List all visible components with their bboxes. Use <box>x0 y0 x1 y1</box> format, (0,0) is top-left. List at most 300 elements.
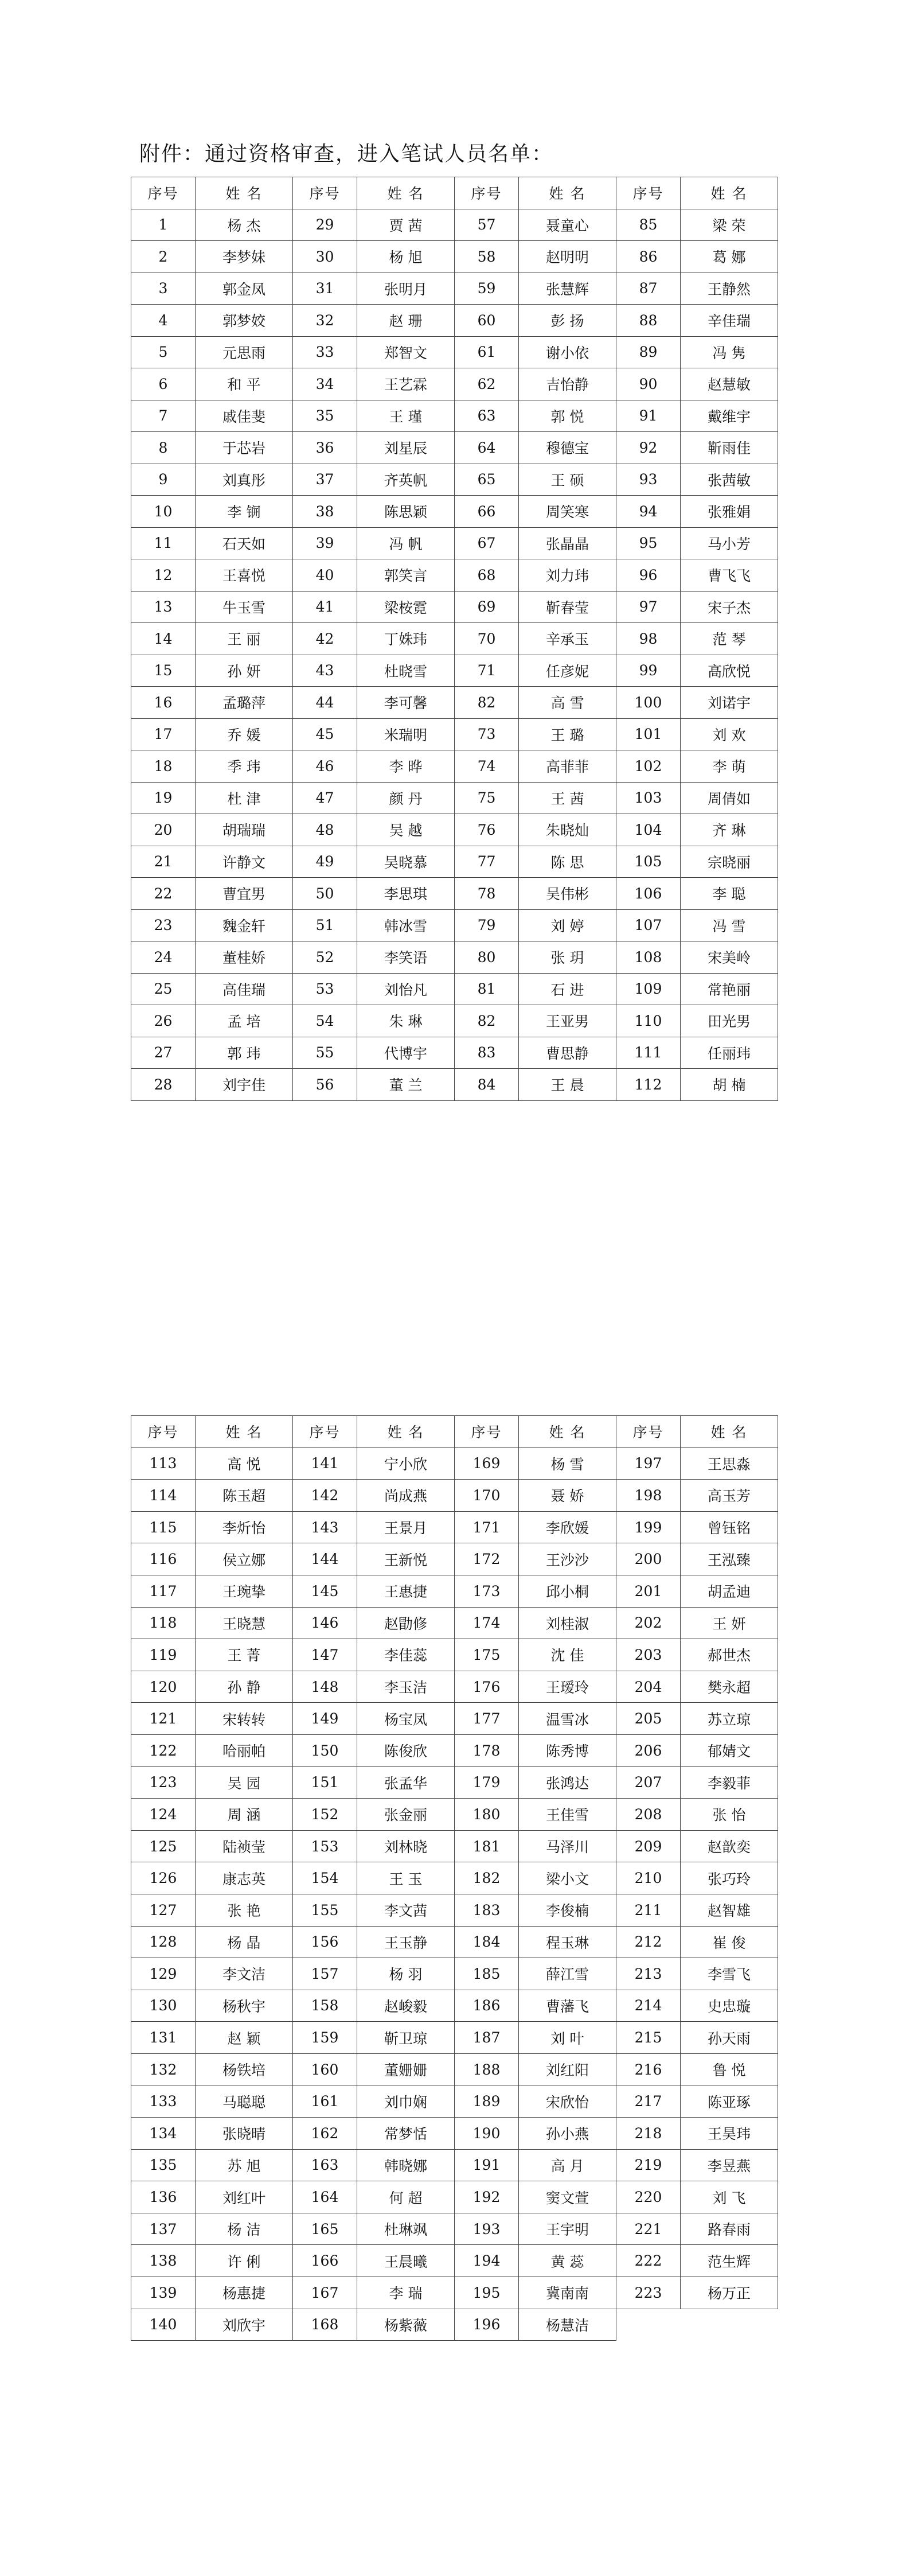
candidate-name: 王沙沙 <box>519 1543 616 1575</box>
candidate-number: 151 <box>293 1766 357 1799</box>
table-row <box>131 305 778 337</box>
candidate-number: 86 <box>616 241 681 273</box>
header-name: 姓 名 <box>357 1416 455 1448</box>
candidate-name: 宋美岭 <box>681 941 778 974</box>
candidate-number: 137 <box>131 2213 196 2245</box>
candidate-number: 66 <box>455 496 519 528</box>
table-row <box>131 2053 778 2085</box>
candidate-number: 17 <box>131 718 196 750</box>
candidate-name: 冯 隽 <box>681 336 778 368</box>
empty-cell <box>681 2309 778 2341</box>
candidate-name: 宗晓丽 <box>681 846 778 878</box>
candidate-number: 69 <box>455 591 519 623</box>
candidate-number: 67 <box>455 527 519 559</box>
candidate-number: 26 <box>131 1005 196 1037</box>
candidate-name: 郭 悦 <box>519 400 616 432</box>
candidate-number: 195 <box>455 2277 519 2309</box>
candidate-number: 37 <box>293 464 357 496</box>
candidate-number: 202 <box>616 1607 681 1639</box>
candidate-number: 219 <box>616 2149 681 2181</box>
candidate-number: 124 <box>131 1799 196 1831</box>
candidate-name: 杜琳飒 <box>357 2213 455 2245</box>
candidate-number: 91 <box>616 400 681 432</box>
table-row <box>131 814 778 846</box>
candidate-name: 戚佳斐 <box>196 400 293 432</box>
candidate-name: 刘力玮 <box>519 559 616 592</box>
header-no: 序号 <box>293 177 357 209</box>
candidate-number: 39 <box>293 527 357 559</box>
table-row <box>131 1766 778 1799</box>
candidate-name: 史忠璇 <box>681 1990 778 2022</box>
candidate-number: 3 <box>131 273 196 305</box>
candidate-number: 103 <box>616 782 681 814</box>
table-row <box>131 400 778 432</box>
candidate-name: 王静然 <box>681 273 778 305</box>
candidate-number: 179 <box>455 1766 519 1799</box>
candidate-number: 181 <box>455 1830 519 1862</box>
candidate-number: 1 <box>131 209 196 241</box>
candidate-name: 石 进 <box>519 973 616 1005</box>
table-row <box>131 1862 778 1894</box>
candidate-number: 85 <box>616 209 681 241</box>
candidate-name: 杨宝凤 <box>357 1703 455 1735</box>
candidate-number: 109 <box>616 973 681 1005</box>
table-row <box>131 591 778 623</box>
candidate-number: 148 <box>293 1671 357 1703</box>
candidate-name: 辛承玉 <box>519 623 616 655</box>
candidate-name: 李笑语 <box>357 941 455 974</box>
candidate-name: 刘真彤 <box>196 464 293 496</box>
header-no: 序号 <box>616 1416 681 1448</box>
table-row <box>131 1703 778 1735</box>
table-row <box>131 1447 778 1480</box>
candidate-name: 孙天雨 <box>681 2022 778 2054</box>
candidate-name: 刘红叶 <box>196 2181 293 2213</box>
candidate-number: 156 <box>293 1926 357 1958</box>
candidate-number: 87 <box>616 273 681 305</box>
candidate-name: 王艺霖 <box>357 368 455 400</box>
candidate-name: 张鸿达 <box>519 1766 616 1799</box>
candidate-name: 孙 静 <box>196 1671 293 1703</box>
candidate-number: 11 <box>131 527 196 559</box>
header-name: 姓 名 <box>357 177 455 209</box>
candidate-number: 189 <box>455 2085 519 2118</box>
candidate-number: 157 <box>293 1958 357 1990</box>
candidate-name: 李昱燕 <box>681 2149 778 2181</box>
candidate-number: 116 <box>131 1543 196 1575</box>
candidate-number: 175 <box>455 1639 519 1671</box>
candidate-name: 张晶晶 <box>519 527 616 559</box>
candidate-number: 60 <box>455 305 519 337</box>
candidate-name: 康志英 <box>196 1862 293 1894</box>
candidate-number: 177 <box>455 1703 519 1735</box>
candidate-number: 104 <box>616 814 681 846</box>
candidate-name: 宋转转 <box>196 1703 293 1735</box>
candidate-number: 178 <box>455 1734 519 1766</box>
candidate-name: 陈思颖 <box>357 496 455 528</box>
candidate-number: 154 <box>293 1862 357 1894</box>
candidate-number: 118 <box>131 1607 196 1639</box>
table-row <box>131 2213 778 2245</box>
candidate-name: 刘 叶 <box>519 2022 616 2054</box>
candidate-name: 齐英帆 <box>357 464 455 496</box>
candidate-name: 王 菁 <box>196 1639 293 1671</box>
candidate-number: 5 <box>131 336 196 368</box>
table-row <box>131 1639 778 1671</box>
candidate-name: 刘诺宇 <box>681 687 778 719</box>
candidate-name: 王 茜 <box>519 782 616 814</box>
table-row <box>131 2309 778 2341</box>
candidate-name: 张金丽 <box>357 1799 455 1831</box>
candidate-number: 7 <box>131 400 196 432</box>
table-row <box>131 1607 778 1639</box>
candidate-name: 任彦妮 <box>519 655 616 687</box>
candidate-name: 张 艳 <box>196 1894 293 1926</box>
candidate-name: 吴 越 <box>357 814 455 846</box>
table-row <box>131 1069 778 1101</box>
candidate-name: 高玉芳 <box>681 1480 778 1512</box>
candidate-number: 64 <box>455 432 519 464</box>
table-row <box>131 1575 778 1607</box>
candidate-name: 曹飞飞 <box>681 559 778 592</box>
candidate-number: 84 <box>455 1069 519 1101</box>
candidate-number: 141 <box>293 1447 357 1480</box>
table-row <box>131 2022 778 2054</box>
candidate-number: 107 <box>616 909 681 941</box>
candidate-name: 张孟华 <box>357 1766 455 1799</box>
candidate-number: 12 <box>131 559 196 592</box>
candidate-name: 穆德宝 <box>519 432 616 464</box>
candidate-table-2 <box>131 1415 778 2341</box>
table-row <box>131 2277 778 2309</box>
candidate-name: 常艳丽 <box>681 973 778 1005</box>
candidate-number: 169 <box>455 1447 519 1480</box>
candidate-name: 宁小欣 <box>357 1447 455 1480</box>
candidate-number: 205 <box>616 1703 681 1735</box>
candidate-name: 赵歆奕 <box>681 1830 778 1862</box>
candidate-name: 彭 扬 <box>519 305 616 337</box>
candidate-number: 182 <box>455 1862 519 1894</box>
candidate-number: 88 <box>616 305 681 337</box>
candidate-name: 张巧玲 <box>681 1862 778 1894</box>
candidate-name: 靳春莹 <box>519 591 616 623</box>
candidate-name: 王 玉 <box>357 1862 455 1894</box>
candidate-name: 许 俐 <box>196 2245 293 2277</box>
candidate-number: 152 <box>293 1799 357 1831</box>
candidate-number: 42 <box>293 623 357 655</box>
candidate-number: 146 <box>293 1607 357 1639</box>
candidate-name: 杨 杰 <box>196 209 293 241</box>
candidate-name: 王瑷玲 <box>519 1671 616 1703</box>
candidate-name: 丁姝玮 <box>357 623 455 655</box>
table-row <box>131 623 778 655</box>
candidate-number: 190 <box>455 2118 519 2150</box>
candidate-number: 75 <box>455 782 519 814</box>
candidate-number: 163 <box>293 2149 357 2181</box>
candidate-number: 123 <box>131 1766 196 1799</box>
table-row <box>131 687 778 719</box>
table-row <box>131 1926 778 1958</box>
candidate-name: 陈 思 <box>519 846 616 878</box>
candidate-number: 131 <box>131 2022 196 2054</box>
candidate-name: 郭金凤 <box>196 273 293 305</box>
candidate-number: 22 <box>131 878 196 910</box>
candidate-number: 9 <box>131 464 196 496</box>
candidate-name: 李毅菲 <box>681 1766 778 1799</box>
candidate-name: 王 丽 <box>196 623 293 655</box>
candidate-number: 31 <box>293 273 357 305</box>
candidate-number: 143 <box>293 1511 357 1543</box>
candidate-name: 曹宜男 <box>196 878 293 910</box>
candidate-name: 刘欣宇 <box>196 2309 293 2341</box>
candidate-name: 黄 蕊 <box>519 2245 616 2277</box>
candidate-number: 183 <box>455 1894 519 1926</box>
candidate-name: 冯 帆 <box>357 527 455 559</box>
candidate-name: 赵峻毅 <box>357 1990 455 2022</box>
table-row <box>131 273 778 305</box>
candidate-number: 113 <box>131 1447 196 1480</box>
candidate-name: 郁婧文 <box>681 1734 778 1766</box>
candidate-number: 23 <box>131 909 196 941</box>
candidate-number: 213 <box>616 1958 681 1990</box>
candidate-name: 王昊玮 <box>681 2118 778 2150</box>
candidate-name: 侯立娜 <box>196 1543 293 1575</box>
candidate-name: 董桂娇 <box>196 941 293 974</box>
candidate-name: 李文洁 <box>196 1958 293 1990</box>
candidate-name: 王晓慧 <box>196 1607 293 1639</box>
candidate-name: 曹思静 <box>519 1037 616 1069</box>
candidate-name: 刘星辰 <box>357 432 455 464</box>
candidate-name: 颜 丹 <box>357 782 455 814</box>
candidate-number: 140 <box>131 2309 196 2341</box>
table-row <box>131 1480 778 1512</box>
candidate-number: 134 <box>131 2118 196 2150</box>
candidate-name: 刘巾娴 <box>357 2085 455 2118</box>
candidate-name: 王亚男 <box>519 1005 616 1037</box>
candidate-number: 171 <box>455 1511 519 1543</box>
candidate-number: 90 <box>616 368 681 400</box>
candidate-name: 郭笑言 <box>357 559 455 592</box>
candidate-name: 牛玉雪 <box>196 591 293 623</box>
candidate-number: 208 <box>616 1799 681 1831</box>
table-row <box>131 368 778 400</box>
candidate-number: 100 <box>616 687 681 719</box>
candidate-name: 薛江雪 <box>519 1958 616 1990</box>
candidate-name: 杨 雪 <box>519 1447 616 1480</box>
candidate-number: 57 <box>455 209 519 241</box>
candidate-number: 147 <box>293 1639 357 1671</box>
candidate-name: 高 雪 <box>519 687 616 719</box>
candidate-name: 于芯岩 <box>196 432 293 464</box>
candidate-name: 高菲菲 <box>519 750 616 783</box>
candidate-number: 142 <box>293 1480 357 1512</box>
candidate-number: 127 <box>131 1894 196 1926</box>
candidate-number: 167 <box>293 2277 357 2309</box>
candidate-name: 王新悦 <box>357 1543 455 1575</box>
table-row <box>131 1830 778 1862</box>
candidate-number: 108 <box>616 941 681 974</box>
candidate-number: 63 <box>455 400 519 432</box>
candidate-name: 元思雨 <box>196 336 293 368</box>
candidate-name: 靳雨佳 <box>681 432 778 464</box>
header-no: 序号 <box>455 177 519 209</box>
candidate-number: 155 <box>293 1894 357 1926</box>
candidate-number: 120 <box>131 1671 196 1703</box>
candidate-name: 李思琪 <box>357 878 455 910</box>
candidate-name: 李 萌 <box>681 750 778 783</box>
candidate-name: 李炘怡 <box>196 1511 293 1543</box>
candidate-name: 刘 飞 <box>681 2181 778 2213</box>
candidate-number: 54 <box>293 1005 357 1037</box>
candidate-number: 129 <box>131 1958 196 1990</box>
empty-cell <box>616 2309 681 2341</box>
candidate-name: 和 平 <box>196 368 293 400</box>
table-row <box>131 496 778 528</box>
candidate-name: 周笑寒 <box>519 496 616 528</box>
candidate-name: 宋子杰 <box>681 591 778 623</box>
candidate-name: 张雅娟 <box>681 496 778 528</box>
candidate-number: 2 <box>131 241 196 273</box>
candidate-name: 聂童心 <box>519 209 616 241</box>
candidate-number: 158 <box>293 1990 357 2022</box>
header-no: 序号 <box>131 177 196 209</box>
candidate-name: 田光男 <box>681 1005 778 1037</box>
candidate-number: 43 <box>293 655 357 687</box>
candidate-number: 74 <box>455 750 519 783</box>
candidate-name: 马泽川 <box>519 1830 616 1862</box>
candidate-number: 138 <box>131 2245 196 2277</box>
candidate-number: 105 <box>616 846 681 878</box>
candidate-name: 刘红阳 <box>519 2053 616 2085</box>
candidate-number: 126 <box>131 1862 196 1894</box>
table-row <box>131 559 778 592</box>
candidate-name: 吉怡静 <box>519 368 616 400</box>
candidate-number: 106 <box>616 878 681 910</box>
candidate-name: 高欣悦 <box>681 655 778 687</box>
candidate-number: 197 <box>616 1447 681 1480</box>
candidate-name: 周倩如 <box>681 782 778 814</box>
candidate-name: 任丽玮 <box>681 1037 778 1069</box>
candidate-name: 王 璐 <box>519 718 616 750</box>
candidate-name: 董姗姗 <box>357 2053 455 2085</box>
candidate-name: 何 超 <box>357 2181 455 2213</box>
candidate-name: 胡瑞瑞 <box>196 814 293 846</box>
candidate-number: 94 <box>616 496 681 528</box>
candidate-name: 董 兰 <box>357 1069 455 1101</box>
candidate-name: 杨 羽 <box>357 1958 455 1990</box>
candidate-name: 靳卫琼 <box>357 2022 455 2054</box>
candidate-number: 199 <box>616 1511 681 1543</box>
candidate-name: 吴晓慕 <box>357 846 455 878</box>
candidate-name: 王惠捷 <box>357 1575 455 1607</box>
candidate-name: 王宇明 <box>519 2213 616 2245</box>
candidate-number: 101 <box>616 718 681 750</box>
candidate-number: 211 <box>616 1894 681 1926</box>
table-row <box>131 2245 778 2277</box>
candidate-number: 41 <box>293 591 357 623</box>
candidate-name: 王琬挚 <box>196 1575 293 1607</box>
candidate-name: 温雪冰 <box>519 1703 616 1735</box>
candidate-number: 223 <box>616 2277 681 2309</box>
candidate-number: 13 <box>131 591 196 623</box>
candidate-number: 168 <box>293 2309 357 2341</box>
candidate-number: 212 <box>616 1926 681 1958</box>
candidate-name: 王喜悦 <box>196 559 293 592</box>
table-row <box>131 1958 778 1990</box>
candidate-number: 34 <box>293 368 357 400</box>
table-row <box>131 750 778 783</box>
candidate-name: 鲁 悦 <box>681 2053 778 2085</box>
candidate-number: 159 <box>293 2022 357 2054</box>
header-no: 序号 <box>131 1416 196 1448</box>
candidate-number: 218 <box>616 2118 681 2150</box>
candidate-name: 王玉静 <box>357 1926 455 1958</box>
candidate-number: 139 <box>131 2277 196 2309</box>
candidate-name: 程玉琳 <box>519 1926 616 1958</box>
candidate-name: 曹藩飞 <box>519 1990 616 2022</box>
candidate-number: 93 <box>616 464 681 496</box>
candidate-name: 李 锎 <box>196 496 293 528</box>
candidate-number: 176 <box>455 1671 519 1703</box>
candidate-number: 133 <box>131 2085 196 2118</box>
candidate-number: 82 <box>455 687 519 719</box>
candidate-number: 192 <box>455 2181 519 2213</box>
candidate-name: 谢小依 <box>519 336 616 368</box>
candidate-number: 33 <box>293 336 357 368</box>
candidate-name: 米瑞明 <box>357 718 455 750</box>
candidate-name: 刘桂淑 <box>519 1607 616 1639</box>
candidate-name: 王思淼 <box>681 1447 778 1480</box>
candidate-number: 55 <box>293 1037 357 1069</box>
header-name: 姓 名 <box>519 177 616 209</box>
candidate-name: 常梦恬 <box>357 2118 455 2150</box>
candidate-name: 张 玥 <box>519 941 616 974</box>
candidate-number: 222 <box>616 2245 681 2277</box>
candidate-name: 葛 娜 <box>681 241 778 273</box>
table-row <box>131 241 778 273</box>
candidate-name: 尚成燕 <box>357 1480 455 1512</box>
candidate-number: 198 <box>616 1480 681 1512</box>
candidate-number: 221 <box>616 2213 681 2245</box>
candidate-name: 刘宇佳 <box>196 1069 293 1101</box>
header-no: 序号 <box>455 1416 519 1448</box>
candidate-name: 杨万正 <box>681 2277 778 2309</box>
candidate-number: 82 <box>455 1005 519 1037</box>
candidate-name: 陈秀博 <box>519 1734 616 1766</box>
candidate-number: 40 <box>293 559 357 592</box>
candidate-name: 李佳蕊 <box>357 1639 455 1671</box>
candidate-number: 24 <box>131 941 196 974</box>
candidate-number: 144 <box>293 1543 357 1575</box>
candidate-name: 李梦妹 <box>196 241 293 273</box>
candidate-name: 王 瑾 <box>357 400 455 432</box>
header-name: 姓 名 <box>196 1416 293 1448</box>
candidate-number: 214 <box>616 1990 681 2022</box>
candidate-name: 乔 媛 <box>196 718 293 750</box>
candidate-name: 苏 旭 <box>196 2149 293 2181</box>
candidate-name: 季 玮 <box>196 750 293 783</box>
candidate-number: 111 <box>616 1037 681 1069</box>
candidate-number: 78 <box>455 878 519 910</box>
candidate-number: 162 <box>293 2118 357 2150</box>
candidate-number: 99 <box>616 655 681 687</box>
candidate-name: 樊永超 <box>681 1671 778 1703</box>
candidate-number: 73 <box>455 718 519 750</box>
table-header-row <box>131 177 778 209</box>
candidate-number: 132 <box>131 2053 196 2085</box>
candidate-number: 44 <box>293 687 357 719</box>
candidate-number: 61 <box>455 336 519 368</box>
